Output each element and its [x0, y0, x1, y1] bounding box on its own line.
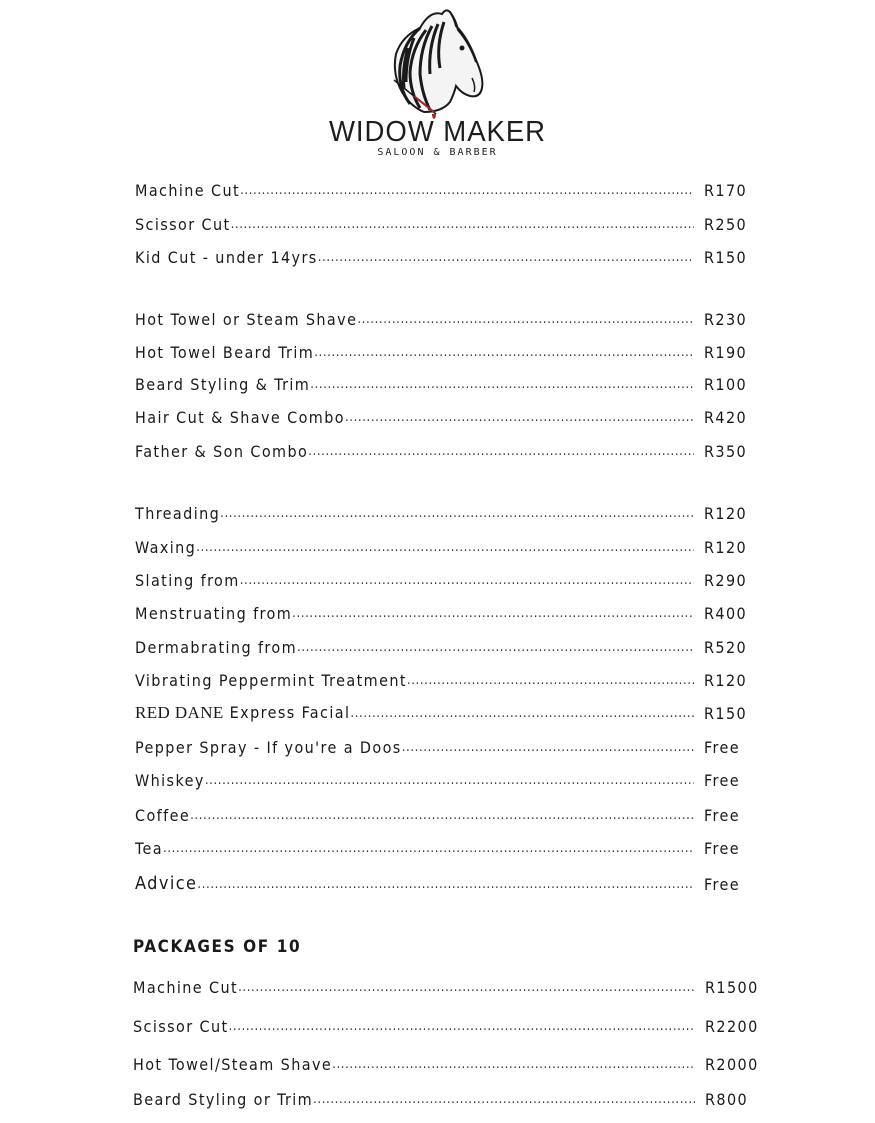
package-item — [133, 975, 759, 997]
package-item-price: R1500 — [705, 978, 759, 997]
menu-item-price: R250 — [704, 215, 748, 234]
menu-item — [135, 245, 748, 267]
menu-item-name: Whiskey — [135, 771, 205, 790]
leader-dots — [190, 808, 694, 823]
menu-item — [135, 668, 748, 690]
menu-item-name: Waxing — [135, 538, 197, 557]
leader-dots — [238, 980, 695, 995]
package-item-name: Hot Towel/Steam Shave — [133, 1055, 333, 1074]
leader-dots — [314, 345, 694, 360]
menu-item — [135, 735, 742, 757]
menu-item-name: Coffee — [135, 806, 191, 825]
leader-dots — [350, 706, 694, 721]
menu-item-name: Slating from — [135, 571, 240, 590]
menu-item-price: R520 — [704, 638, 748, 657]
package-item-name: Beard Styling or Trim — [133, 1090, 314, 1109]
menu-item-price: R120 — [704, 504, 748, 523]
menu-item-price: R420 — [704, 408, 748, 427]
menu-item — [135, 836, 742, 858]
menu-item-name: Father & Son Combo — [135, 442, 309, 461]
leader-dots — [318, 250, 694, 265]
menu-item-name: Dermabrating from — [135, 638, 298, 657]
menu-item-price: R350 — [704, 442, 748, 461]
menu-item — [135, 340, 748, 362]
menu-item-price: Free — [704, 875, 740, 894]
menu-item-price: R120 — [704, 671, 748, 690]
menu-item — [135, 372, 748, 394]
menu-item-price: Free — [704, 771, 740, 790]
menu-item-price: R150 — [704, 704, 748, 723]
leader-dots — [402, 740, 694, 755]
menu-item-name: Kid Cut - under 14yrs — [135, 248, 318, 267]
menu-item-name: Hot Towel Beard Trim — [135, 343, 315, 362]
leader-dots — [231, 217, 694, 232]
menu-item — [135, 178, 748, 200]
package-item — [133, 1087, 753, 1109]
menu-item-price: R290 — [704, 571, 748, 590]
leader-dots — [196, 540, 694, 555]
leader-dots — [163, 841, 694, 856]
menu-item-name: Advice — [135, 873, 198, 894]
red-dane-brand: RED DANE — [135, 703, 224, 722]
package-item-name: Scissor Cut — [133, 1017, 229, 1036]
leader-dots — [407, 673, 694, 688]
package-item — [133, 1014, 759, 1036]
brand-tagline: SALOON & BARBER — [377, 147, 498, 158]
menu-item-name: Threading — [135, 504, 221, 523]
package-item-name: Machine Cut — [133, 978, 239, 997]
menu-item-price: R170 — [704, 181, 748, 200]
menu-item-price: R100 — [704, 375, 748, 394]
horse-head-logo-icon — [384, 8, 490, 120]
menu-item — [135, 439, 748, 461]
leader-dots — [357, 312, 694, 327]
menu-item — [135, 212, 748, 234]
leader-dots — [310, 377, 694, 392]
menu-item — [135, 405, 748, 427]
leader-dots — [345, 410, 694, 425]
menu-item — [135, 701, 748, 723]
menu-item-price: Free — [704, 806, 740, 825]
menu-item-price: R120 — [704, 538, 748, 557]
leader-dots — [240, 183, 694, 198]
leader-dots — [292, 606, 694, 621]
leader-dots — [240, 573, 694, 588]
menu-item — [135, 872, 742, 894]
menu-item-price: R150 — [704, 248, 748, 267]
leader-dots — [220, 506, 694, 521]
menu-item — [135, 803, 742, 825]
menu-item — [135, 601, 748, 623]
menu-item-name: Vibrating Peppermint Treatment — [135, 671, 407, 690]
menu-item-name: Beard Styling & Trim — [135, 375, 311, 394]
menu-item-name: Pepper Spray - If you're a Doos — [135, 738, 402, 757]
leader-dots — [197, 877, 694, 892]
package-item — [133, 1052, 759, 1074]
menu-item-name: RED DANE Express Facial — [135, 703, 351, 722]
menu-item-price: R230 — [704, 310, 748, 329]
menu-item-name: Menstruating from — [135, 604, 293, 623]
leader-dots — [332, 1057, 695, 1072]
menu-item-price: Free — [704, 839, 740, 858]
menu-item-name: Hot Towel or Steam Shave — [135, 310, 358, 329]
menu-item-name: Scissor Cut — [135, 215, 231, 234]
menu-item-name: Hair Cut & Shave Combo — [135, 408, 345, 427]
leader-dots — [308, 444, 694, 459]
leader-dots — [205, 773, 694, 788]
menu-item-name: Machine Cut — [135, 181, 241, 200]
leader-dots — [313, 1092, 695, 1107]
packages-heading: PACKAGES OF 10 — [133, 937, 302, 957]
leader-dots — [297, 640, 694, 655]
menu-item — [135, 768, 742, 790]
menu-item — [135, 307, 748, 329]
menu-item-name: Tea — [135, 839, 163, 858]
leader-dots — [229, 1019, 695, 1034]
package-item-price: R800 — [705, 1090, 749, 1109]
brand-name: WIDOW MAKER — [328, 116, 547, 148]
logo — [0, 0, 875, 170]
menu-item-price: Free — [704, 738, 740, 757]
package-item-price: R2200 — [705, 1017, 759, 1036]
menu-item-price: R400 — [704, 604, 748, 623]
menu-item — [135, 535, 748, 557]
package-item-price: R2000 — [705, 1055, 759, 1074]
menu-item — [135, 501, 748, 523]
menu-item — [135, 568, 748, 590]
menu-item — [135, 635, 748, 657]
menu-item-price: R190 — [704, 343, 748, 362]
